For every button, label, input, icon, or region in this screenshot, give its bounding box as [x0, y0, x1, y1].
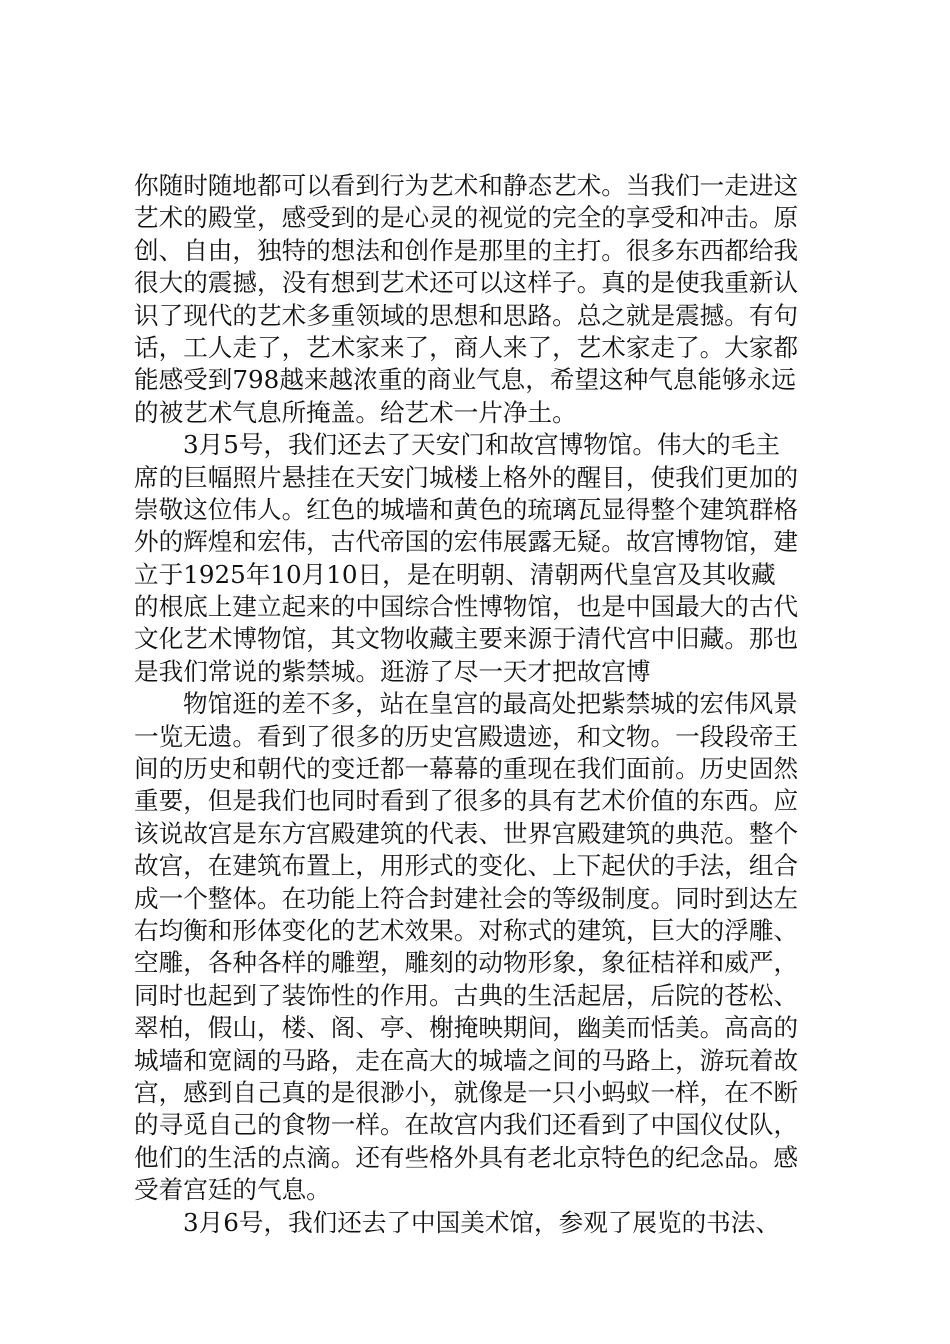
text-line: 席的巨幅照片悬挂在天安门城楼上格外的醒目，使我们更加的 [134, 462, 799, 492]
text-line: 能感受到798越来越浓重的商业气息，希望这种气息能够永远 [134, 365, 796, 395]
text-line: 外的辉煌和宏伟，古代帝国的宏伟展露无疑。故宫博物馆，建 [134, 527, 799, 557]
text-line: 你随时随地都可以看到行为艺术和静态艺术。当我们一走进这 [134, 171, 799, 200]
text-line: 同时也起到了装饰性的作用。古典的生活起居，后院的苍松、 [134, 980, 799, 1010]
text-line: 3月5号，我们还去了天安门和故宫博物馆。伟大的毛主 [183, 430, 780, 460]
text-line: 文化艺术博物馆，其文物收藏主要来源于清代宫中旧藏。那也 [134, 624, 799, 654]
text-line: 识了现代的艺术多重领域的思想和思路。总之就是震撼。有句 [134, 300, 799, 330]
text-line: 艺术的殿堂，感受到的是心灵的视觉的完全的享受和冲击。原 [134, 203, 799, 233]
text-line: 宫，感到自己真的是很渺小，就像是一只小蚂蚁一样，在不断 [134, 1077, 799, 1107]
text-line: 的被艺术气息所掩盖。给艺术一片净土。 [134, 397, 577, 427]
text-line: 创、自由，独特的想法和创作是那里的主打。很多东西都给我 [134, 235, 799, 265]
text-line: 该说故宫是东方宫殿建筑的代表、世界宫殿建筑的典范。整个 [134, 818, 799, 848]
text-line: 崇敬这位伟人。红色的城墙和黄色的琉璃瓦显得整个建筑群格 [134, 494, 799, 524]
text-line: 翠柏，假山，楼、阁、亭、榭掩映期间，幽美而恬美。高高的 [134, 1013, 799, 1043]
text-line: 的根底上建立起来的中国综合性博物馆，也是中国最大的古代 [134, 592, 799, 622]
text-line: 空雕，各种各样的雕塑，雕刻的动物形象，象征桔祥和威严， [134, 948, 799, 978]
text-line: 故宫，在建筑布置上，用形式的变化、上下起伏的手法，组合 [134, 851, 799, 881]
text-line: 他们的生活的点滴。还有些格外具有老北京特色的纪念品。感 [134, 1142, 799, 1172]
text-line: 的寻觅自己的食物一样。在故宫内我们还看到了中国仪仗队， [134, 1110, 799, 1140]
text-line: 成一个整体。在功能上符合封建社会的等级制度。同时到达左 [134, 883, 799, 913]
text-line: 是我们常说的紫禁城。逛游了尽一天才把故宫博 [134, 656, 651, 686]
text-line: 话，工人走了，艺术家来了，商人来了，艺术家走了。大家都 [134, 332, 799, 362]
text-line: 右均衡和形体变化的艺术效果。对称式的建筑，巨大的浮雕、 [134, 915, 799, 945]
text-line: 立于1925年10月10日，是在明朝、清朝两代皇宫及其收藏 [134, 559, 776, 589]
text-line: 一览无遗。看到了很多的历史宫殿遗迹，和文物。一段段帝王 [134, 721, 799, 751]
text-line: 间的历史和朝代的变迁都一幕幕的重现在我们面前。历史固然 [134, 754, 799, 784]
text-line: 很大的震撼，没有想到艺术还可以这样子。真的是使我重新认 [134, 268, 799, 298]
text-line: 受着宫廷的气息。 [134, 1175, 331, 1205]
text-line: 3月6号，我们还去了中国美术馆，参观了展览的书法、 [183, 1207, 780, 1237]
text-line: 物馆逛的差不多，站在皇宫的最高处把紫禁城的宏伟风景 [183, 689, 798, 719]
text-line: 城墙和宽阔的马路，走在高大的城墙之间的马路上，游玩着故 [134, 1045, 799, 1075]
text-line: 重要，但是我们也同时看到了很多的具有艺术价值的东西。应 [134, 786, 799, 816]
document-body-text [134, 170, 824, 1239]
